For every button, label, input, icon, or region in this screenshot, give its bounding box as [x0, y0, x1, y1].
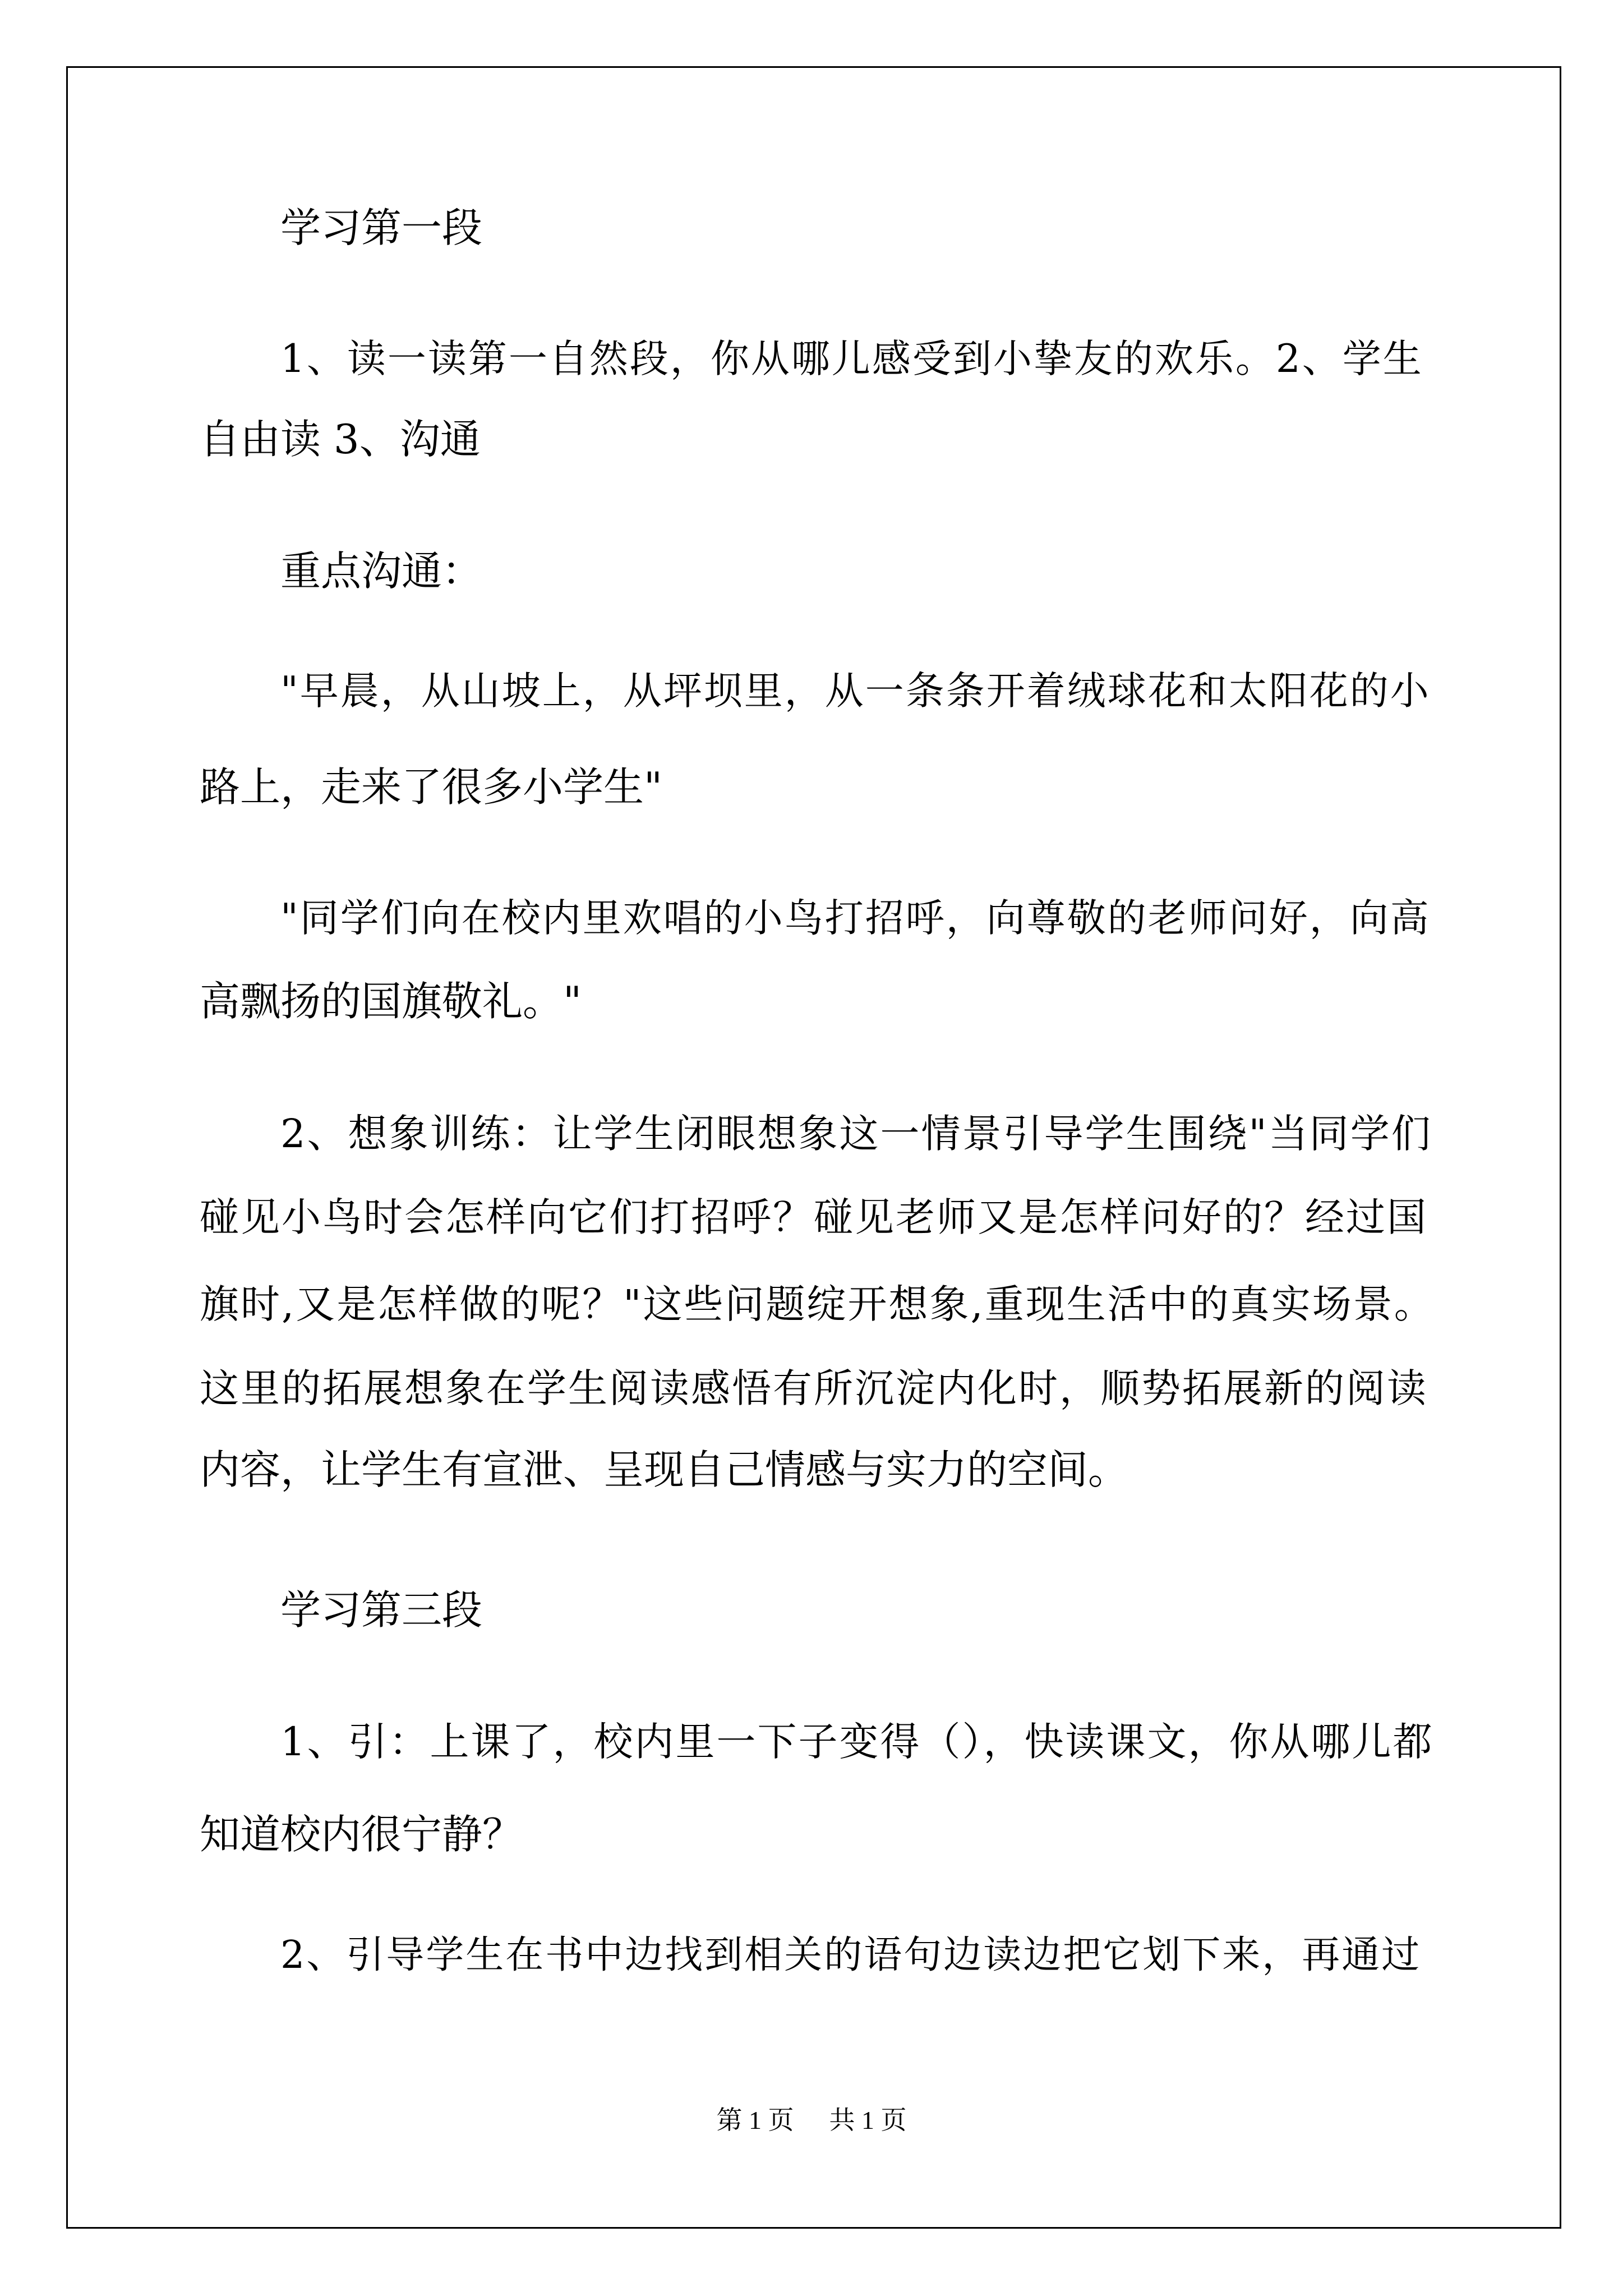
- quote-line: "同学们向在校内里欢唱的小鸟打招呼，向尊敬的老师问好，向高: [280, 896, 1431, 941]
- quote-line: 路上，走来了很多小学生": [200, 763, 663, 811]
- page-number: 第 1 页: [716, 2106, 794, 2134]
- heading-section-three: 学习第三段: [280, 1586, 483, 1634]
- paragraph-line: 2、想象训练：让学生闭眼想象这一情景引导学生围绕"当同学们: [280, 1111, 1432, 1157]
- paragraph-line: 知道校内很宁静？: [200, 1811, 523, 1858]
- page-total: 共 1 页: [829, 2106, 907, 2134]
- paragraph-line: 2、引导学生在书中边找到相关的语句边读边把它划下来，再通过: [280, 1933, 1422, 1977]
- paragraph-line: 自由读 3、沟通: [200, 416, 481, 463]
- paragraph-line: 1、引：上课了，校内里一下子变得（），快读课文，你从哪儿都: [280, 1719, 1434, 1765]
- paragraph-line: 重点沟通：: [280, 547, 483, 595]
- paragraph-line: 旗时,又是怎样做的呢？"这些问题绽开想象,重现生活中的真实场景。: [200, 1281, 1435, 1327]
- quote-line: "早晨，从山坡上，从坪坝里，从一条条开着绒球花和太阳花的小: [280, 669, 1431, 714]
- paragraph-line: 内容，让学生有宣泄、呈现自己情感与实力的空间。: [200, 1446, 1129, 1493]
- heading-section-one: 学习第一段: [280, 204, 483, 251]
- page-footer: [0, 2104, 1623, 2137]
- paragraph-line: 碰见小鸟时会怎样向它们打招呼？碰见老师又是怎样问好的？经过国: [200, 1194, 1428, 1240]
- paragraph-line: 1、读一读第一自然段，你从哪儿感受到小挚友的欢乐。2、学生: [280, 337, 1423, 381]
- paragraph-line: 这里的拓展想象在学生阅读感悟有所沉淀内化时，顺势拓展新的阅读: [200, 1365, 1428, 1411]
- quote-line: 高飘扬的国旗敬礼。": [200, 978, 582, 1025]
